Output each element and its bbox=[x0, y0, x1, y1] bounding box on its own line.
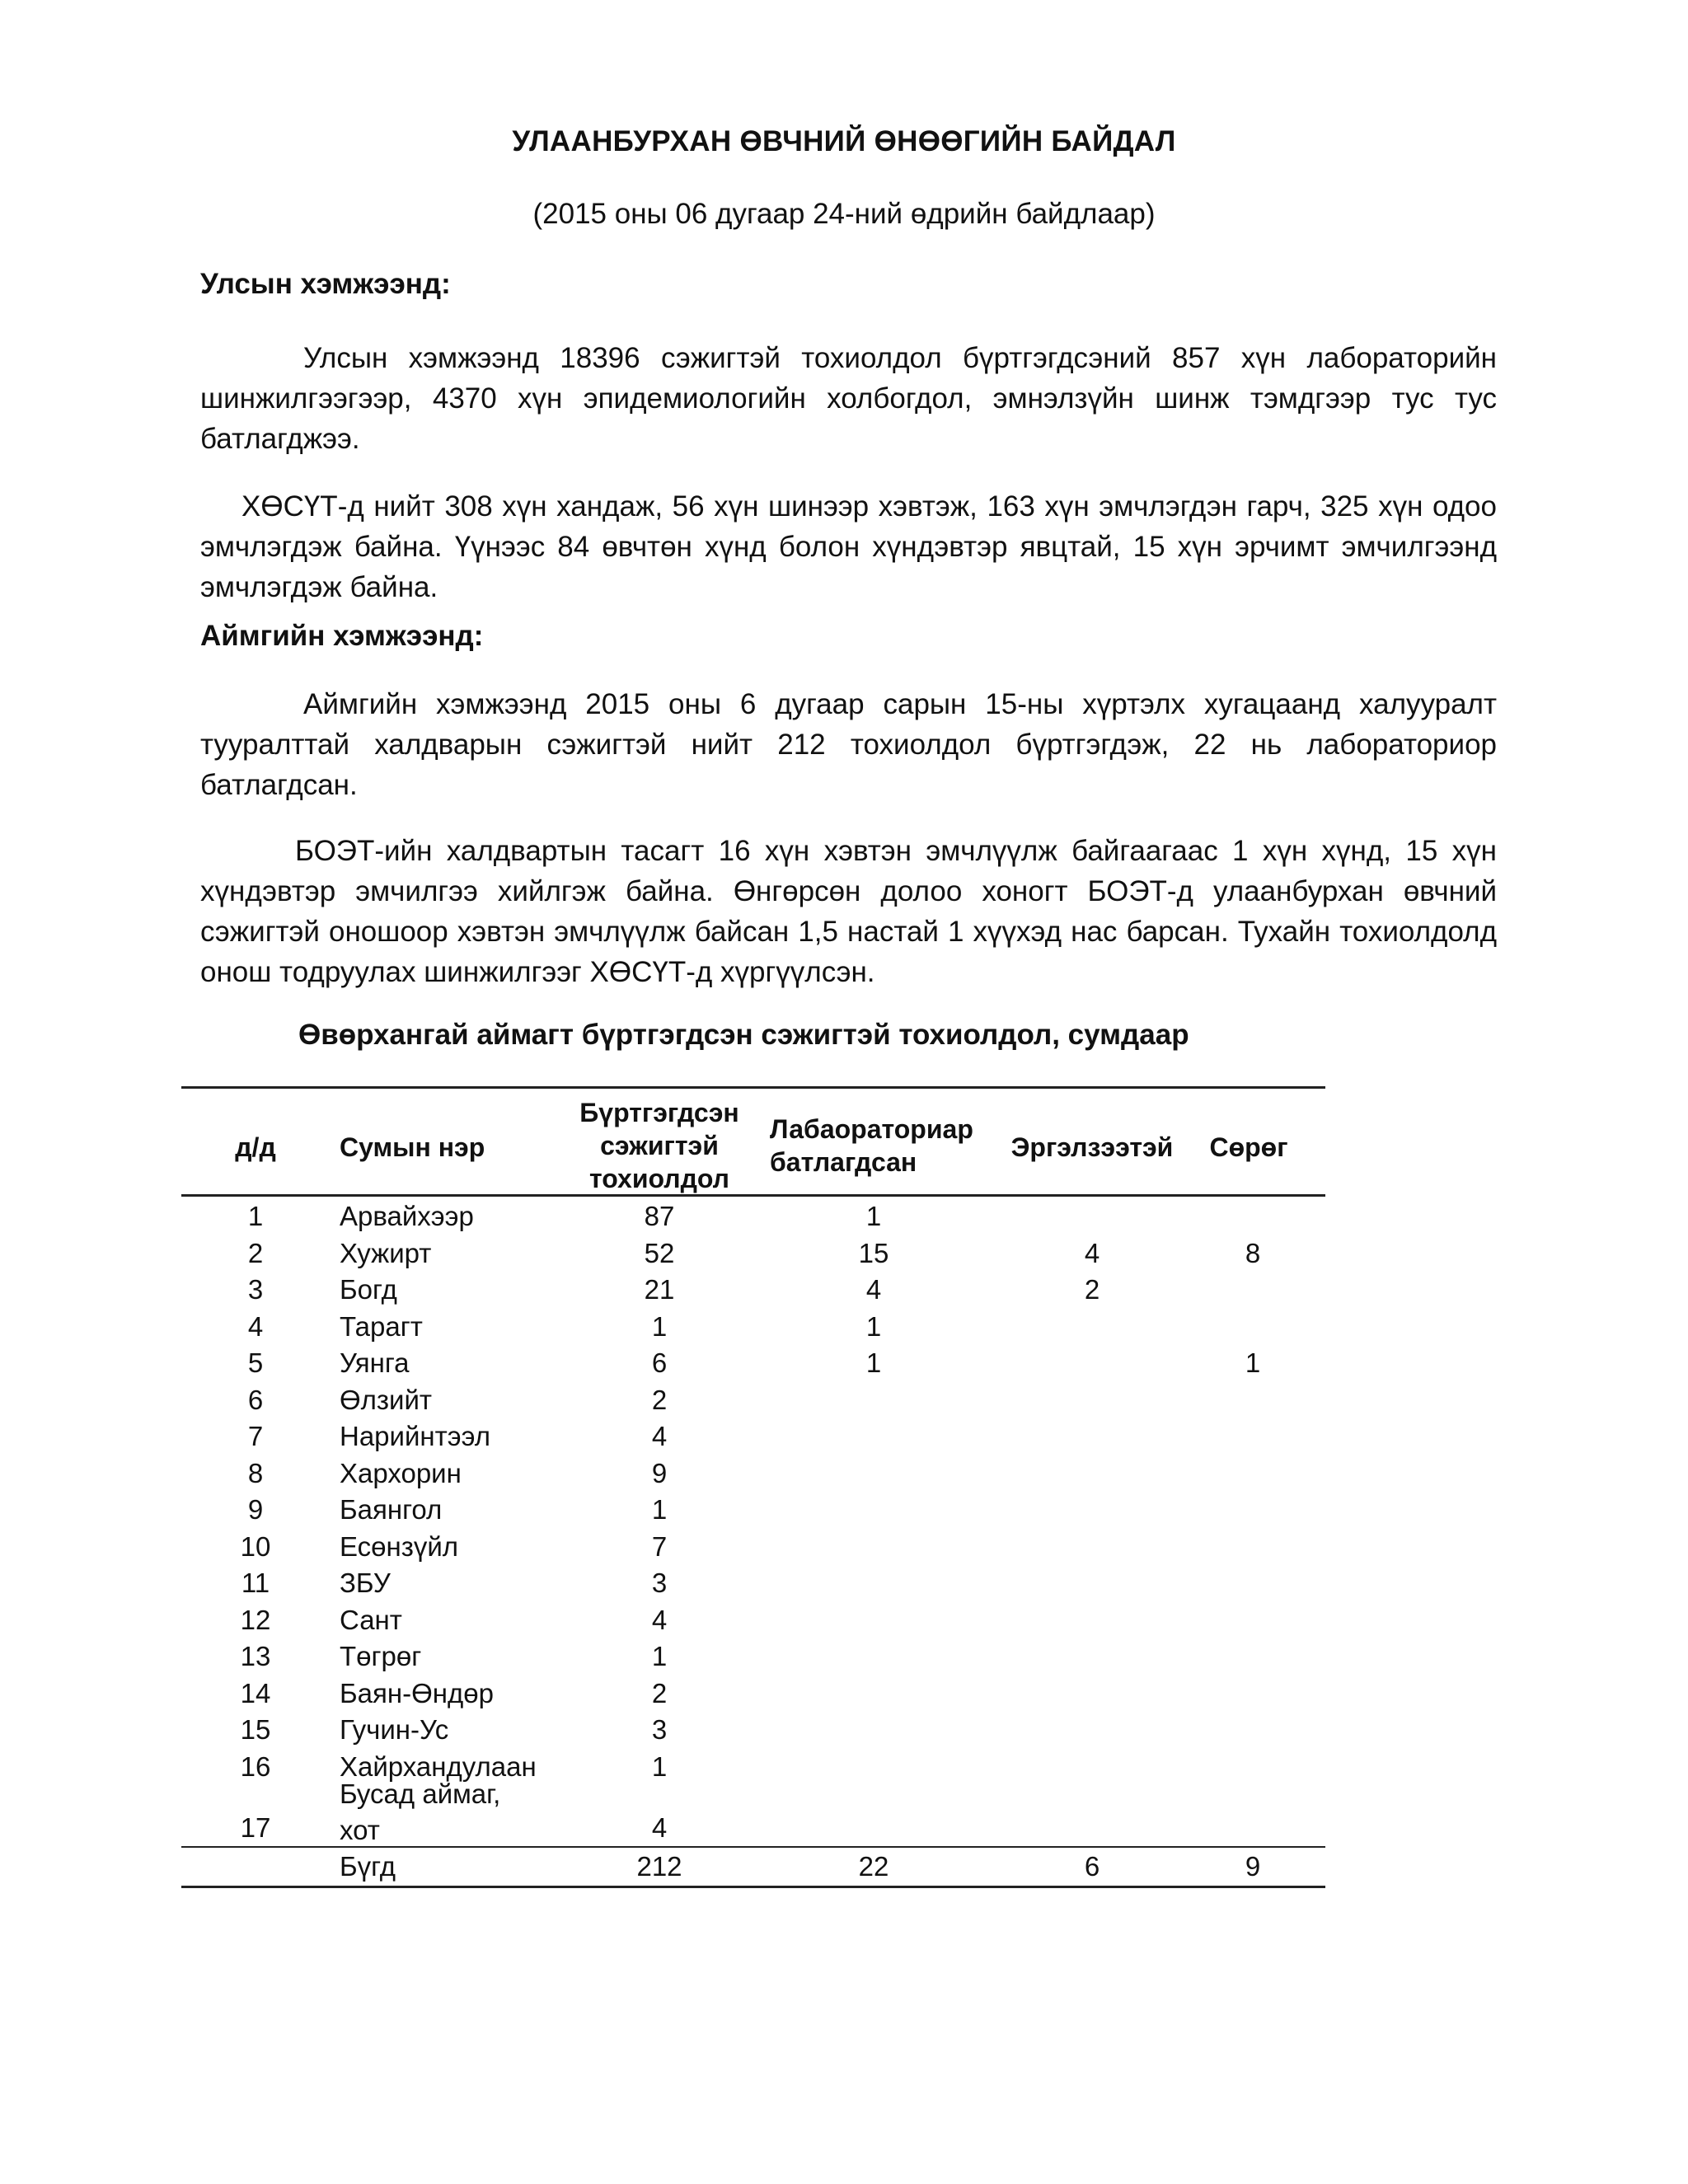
cell-no: 9 bbox=[247, 1494, 264, 1525]
cell-negative: 8 bbox=[1245, 1238, 1261, 1268]
cell-no: 11 bbox=[241, 1568, 270, 1598]
cell-registered: 4 bbox=[651, 1421, 668, 1451]
table-caption: Өвөрхангай аймагт бүртгэгдсэн сэжигтэй тохиолдол, сумдаар bbox=[298, 1019, 1189, 1051]
cell-doubtful: 2 bbox=[1084, 1274, 1100, 1305]
cell-name: Өлзийт bbox=[340, 1385, 433, 1415]
cell-name: Бусад аймаг, хот bbox=[340, 1779, 501, 1845]
cell-name: ЗБУ bbox=[340, 1568, 391, 1598]
national-heading: Улсын хэмжээнд: bbox=[200, 268, 451, 300]
cell-registered: 2 bbox=[651, 1678, 668, 1708]
total-label: Бүгд bbox=[340, 1851, 396, 1882]
cell-name: Тарагт bbox=[340, 1311, 423, 1342]
cell-name: Нарийнтээл bbox=[340, 1421, 490, 1451]
cell-lab: 15 bbox=[858, 1238, 889, 1268]
table-bottom-rule bbox=[181, 1886, 1325, 1888]
cell-registered: 4 bbox=[651, 1605, 668, 1635]
cell-no: 3 bbox=[247, 1274, 264, 1305]
cell-registered: 87 bbox=[644, 1201, 675, 1231]
cell-registered: 4 bbox=[651, 1812, 668, 1843]
header-lab: Лабаораториар батлагдсан bbox=[770, 1114, 973, 1177]
document-title: УЛААНБУРХАН ӨВЧНИЙ ӨНӨӨГИЙН БАЙДАЛ bbox=[512, 125, 1176, 157]
header-negative: Сөрөг bbox=[1209, 1132, 1288, 1162]
cell-lab: 1 bbox=[865, 1311, 882, 1342]
cell-no: 8 bbox=[247, 1458, 264, 1488]
cell-name: Хужирт bbox=[340, 1238, 432, 1268]
header-name: Сумын нэр bbox=[340, 1132, 485, 1162]
cell-no: 1 bbox=[247, 1201, 264, 1231]
cell-registered: 1 bbox=[651, 1494, 668, 1525]
cell-no: 6 bbox=[247, 1385, 264, 1415]
cell-registered: 3 bbox=[651, 1568, 668, 1598]
cell-registered: 21 bbox=[644, 1274, 675, 1305]
cell-name: Уянга bbox=[340, 1347, 410, 1378]
table-header-rule bbox=[181, 1194, 1325, 1197]
header-registered: Бүртгэгдсэн сэжигтэй тохиолдол bbox=[579, 1098, 739, 1193]
cell-no: 17 bbox=[240, 1812, 271, 1843]
document-subtitle: (2015 оны 06 дугаар 24-ний өдрийн байдлаар) bbox=[532, 198, 1156, 230]
header-doubtful: Эргэлзээтэй bbox=[1010, 1132, 1174, 1162]
cell-no: 13 bbox=[240, 1641, 271, 1671]
aimag-paragraph-2: БОЭТ-ийн халдвартын тасагт 16 хүн хэвтэн эмчлүүлж байгаагаас 1 хүн хүнд, 15 хүн хүндэвтэр эмчилгээ хийлгэж байна. Өнгөрсөн долоо хоногт БОЭТ-д улаанбурхан өвчний сэжигтэй оношоор хэвтэн эмчлүүлж байсан 1,5 настай 1 хүүхэд нас барсан. Тухайн тохиолдолд онош тодруулах шинжилгээг ХӨСҮТ-д хүргүүлсэн. bbox=[200, 835, 1497, 988]
cell-name: Баян-Өндөр bbox=[340, 1678, 494, 1708]
cell-name: Төгрөг bbox=[340, 1641, 422, 1671]
cell-name: Гучин-Ус bbox=[340, 1714, 449, 1745]
total-lab: 22 bbox=[858, 1851, 889, 1882]
cell-name: Богд bbox=[340, 1274, 397, 1305]
cell-name: Хархорин bbox=[340, 1458, 462, 1488]
cell-no: 15 bbox=[240, 1714, 271, 1745]
cell-registered: 7 bbox=[651, 1531, 668, 1562]
cell-no: 4 bbox=[247, 1311, 264, 1342]
national-paragraph-2: ХӨСҮТ-д нийт 308 хүн хандаж, 56 хүн шинээр хэвтэж, 163 хүн эмчлэгдэн гарч, 325 хүн одоо эмчлэгдэж байна. Үүнээс 84 өвчтөн хүнд болон хүндэвтэр явцтай, 15 хүн эрчимт эмчилгээнд эмчлэгдэж байна. bbox=[200, 490, 1497, 603]
cell-no: 5 bbox=[247, 1347, 264, 1378]
cell-no: 2 bbox=[247, 1238, 264, 1268]
total-registered: 212 bbox=[636, 1851, 682, 1882]
cell-registered: 9 bbox=[651, 1458, 668, 1488]
cell-name: Есөнзүйл bbox=[340, 1531, 459, 1562]
total-doubtful: 6 bbox=[1084, 1851, 1100, 1882]
cell-registered: 1 bbox=[651, 1751, 668, 1782]
cell-no: 14 bbox=[240, 1678, 271, 1708]
cell-registered: 1 bbox=[651, 1641, 668, 1671]
cell-registered: 3 bbox=[651, 1714, 668, 1745]
cell-no: 7 bbox=[247, 1421, 264, 1451]
national-paragraph-1: Улсын хэмжээнд 18396 сэжигтэй тохиолдол бүртгэгдсэний 857 хүн лабораторийн шинжилгээгээр, 4370 хүн эпидемиологийн холбогдол, эмнэлзүйн шинж тэмдгээр тус тус батлагджээ. bbox=[200, 342, 1497, 455]
aimag-heading: Аймгийн хэмжээнд: bbox=[200, 620, 484, 652]
cell-registered: 52 bbox=[644, 1238, 675, 1268]
cell-name: Хайрхандулаан bbox=[340, 1751, 537, 1782]
total-negative: 9 bbox=[1245, 1851, 1261, 1882]
cell-no: 12 bbox=[240, 1605, 271, 1635]
cell-registered: 6 bbox=[651, 1347, 668, 1378]
aimag-paragraph-1: Аймгийн хэмжээнд 2015 оны 6 дугаар сарын 15-ны хүртэлх хугацаанд халууралт тууралттай халдварын сэжигтэй нийт 212 тохиолдол бүртгэгдэж, 22 нь лабораториор батлагдсан. bbox=[200, 688, 1497, 801]
cell-lab: 1 bbox=[865, 1201, 882, 1231]
table-total-rule bbox=[181, 1846, 1325, 1848]
cell-name: Арвайхээр bbox=[340, 1201, 474, 1231]
cell-name: Баянгол bbox=[340, 1494, 443, 1525]
cell-no: 16 bbox=[240, 1751, 271, 1782]
cell-lab: 4 bbox=[865, 1274, 882, 1305]
cell-registered: 2 bbox=[651, 1385, 668, 1415]
cell-lab: 1 bbox=[865, 1347, 882, 1378]
cell-negative: 1 bbox=[1245, 1347, 1261, 1378]
header-no: д/д bbox=[235, 1132, 276, 1162]
cell-doubtful: 4 bbox=[1084, 1238, 1100, 1268]
table-top-rule bbox=[181, 1086, 1325, 1089]
cell-registered: 1 bbox=[651, 1311, 668, 1342]
cell-name: Сант bbox=[340, 1605, 402, 1635]
cell-no: 10 bbox=[240, 1531, 271, 1562]
